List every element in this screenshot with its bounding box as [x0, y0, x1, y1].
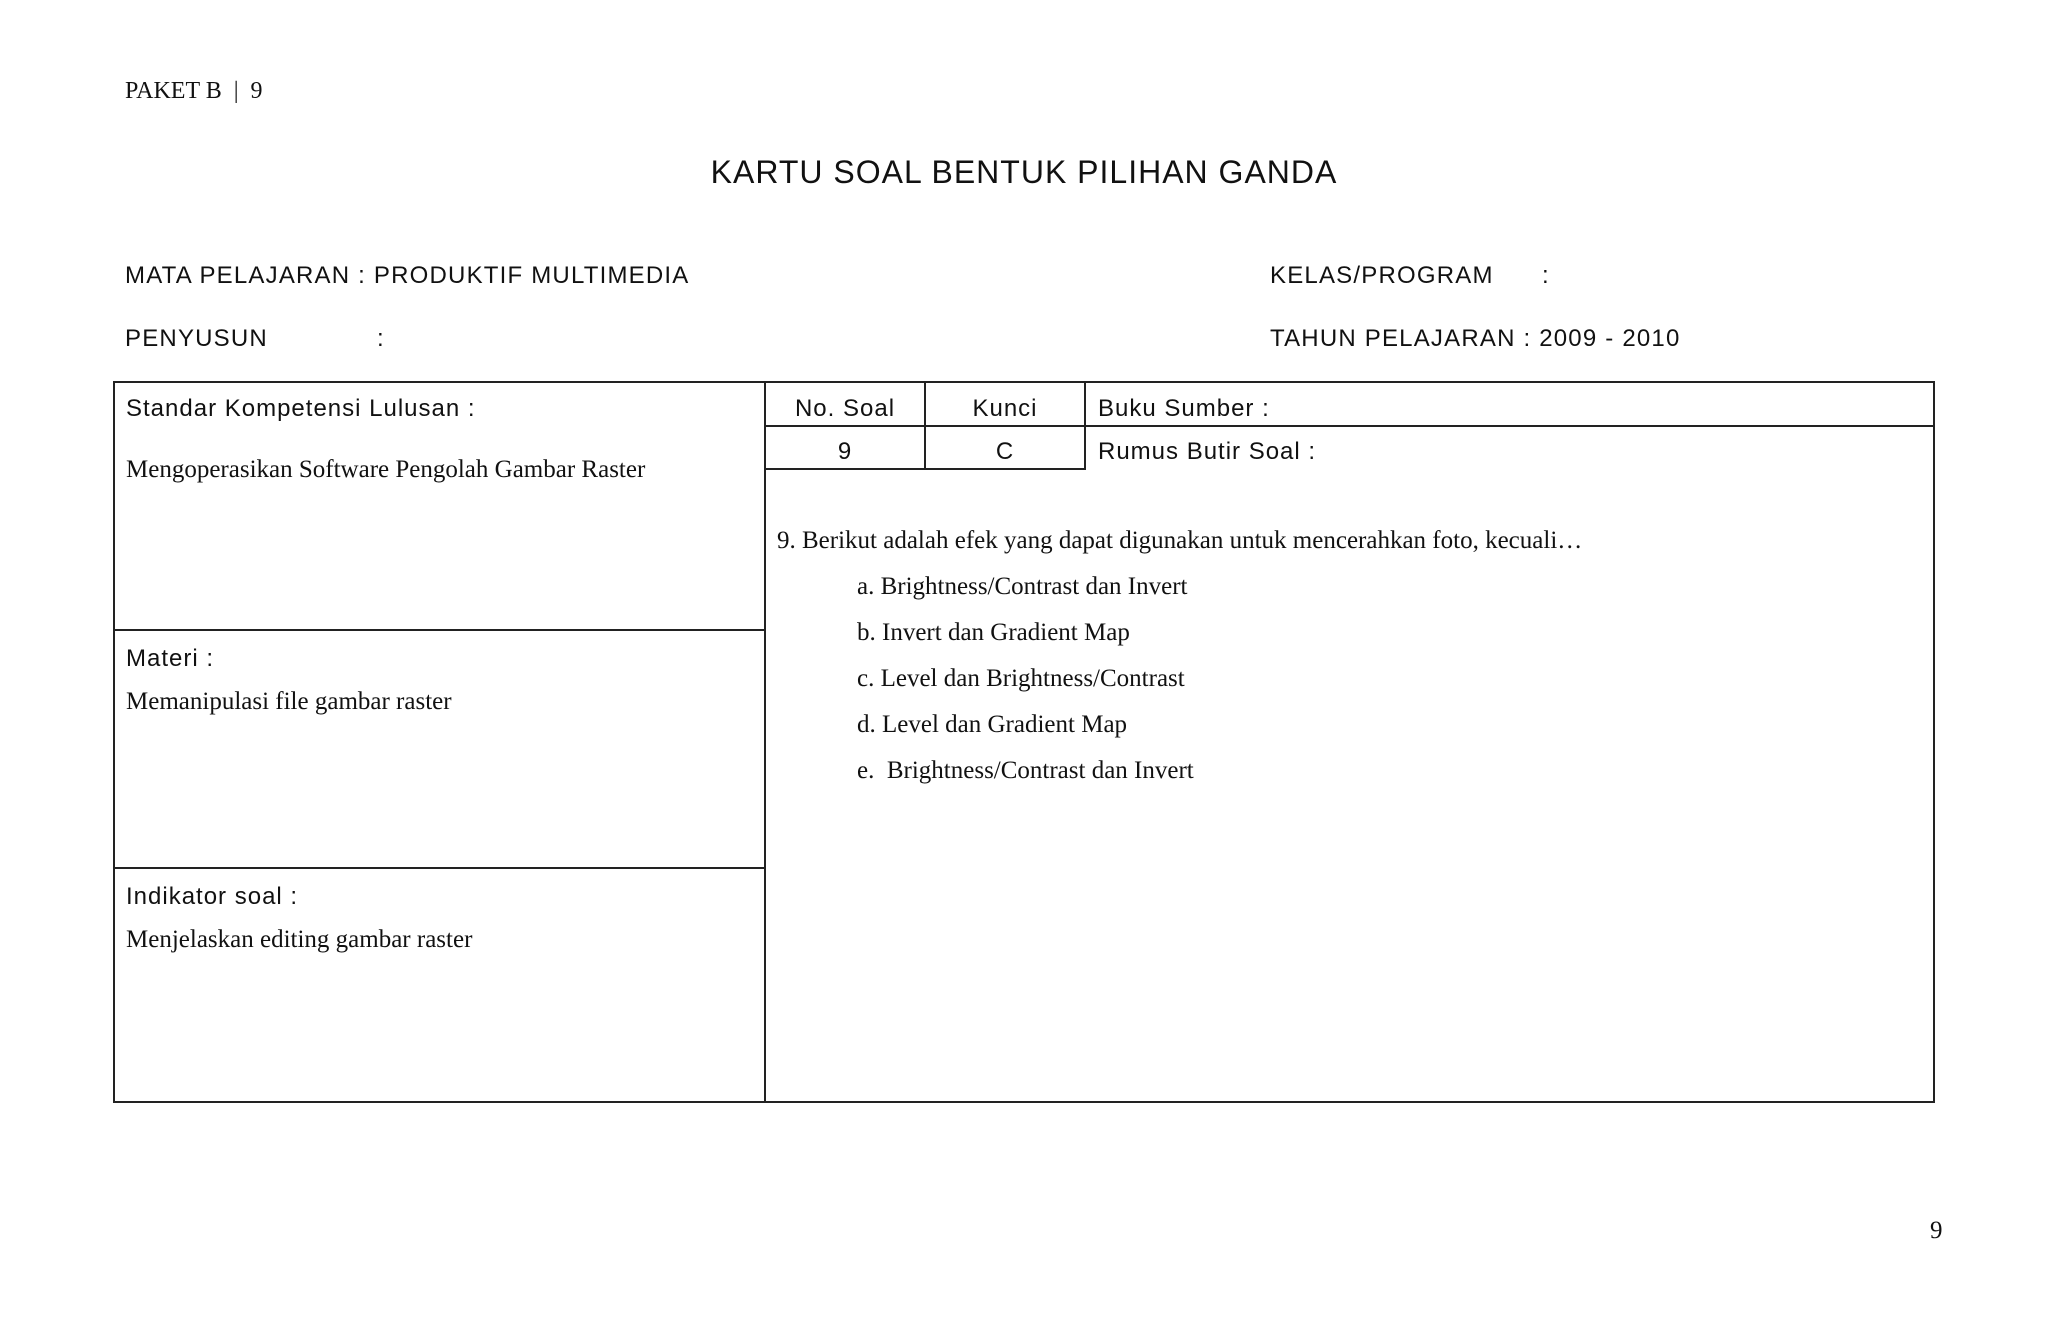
no-soal-label: No. Soal: [794, 395, 896, 422]
kunci-value: C: [995, 438, 1015, 465]
running-header: PAKET B | 9: [125, 78, 263, 104]
mata-pelajaran: MATA PELAJARAN : PRODUKTIF MULTIMEDIA: [125, 262, 690, 289]
card-divider-values: [766, 468, 1086, 470]
indikator-label: Indikator soal :: [126, 883, 299, 910]
penyusun-label: PENYUSUN: [125, 325, 268, 352]
card-divider-main: [764, 383, 766, 1101]
kelas-program-label: KELAS/PROGRAM: [1270, 262, 1494, 289]
question-card: [113, 381, 1935, 1103]
kelas-program-colon: :: [1542, 262, 1550, 289]
skl-label: Standar Kompetensi Lulusan :: [126, 395, 476, 422]
option-b: b. Invert dan Gradient Map: [857, 619, 1130, 646]
card-divider-header: [766, 425, 1933, 427]
skl-value: Mengoperasikan Software Pengolah Gambar Raster: [126, 456, 646, 483]
materi-label: Materi :: [126, 645, 215, 672]
option-e: e. Brightness/Contrast dan Invert: [857, 757, 1194, 784]
penyusun-colon: :: [377, 325, 385, 352]
card-divider-materi: [115, 629, 766, 631]
question-text: 9. Berikut adalah efek yang dapat digunakan untuk mencerahkan foto, kecuali…: [777, 527, 1583, 554]
indikator-value: Menjelaskan editing gambar raster: [126, 926, 473, 953]
buku-sumber-label: Buku Sumber :: [1098, 395, 1270, 422]
no-soal-value: 9: [837, 438, 853, 465]
page-title: KARTU SOAL BENTUK PILIHAN GANDA: [710, 154, 1338, 190]
tahun-pelajaran: TAHUN PELAJARAN : 2009 - 2010: [1270, 325, 1681, 352]
option-d: d. Level dan Gradient Map: [857, 711, 1128, 738]
kunci-label: Kunci: [972, 395, 1038, 422]
rumus-butir-soal-label: Rumus Butir Soal :: [1098, 438, 1317, 465]
card-divider-indikator: [115, 867, 766, 869]
materi-value: Memanipulasi file gambar raster: [126, 688, 452, 715]
option-a: a. Brightness/Contrast dan Invert: [857, 573, 1188, 600]
option-c: c. Level dan Brightness/Contrast: [857, 665, 1185, 692]
page-number: 9: [1930, 1217, 1943, 1244]
